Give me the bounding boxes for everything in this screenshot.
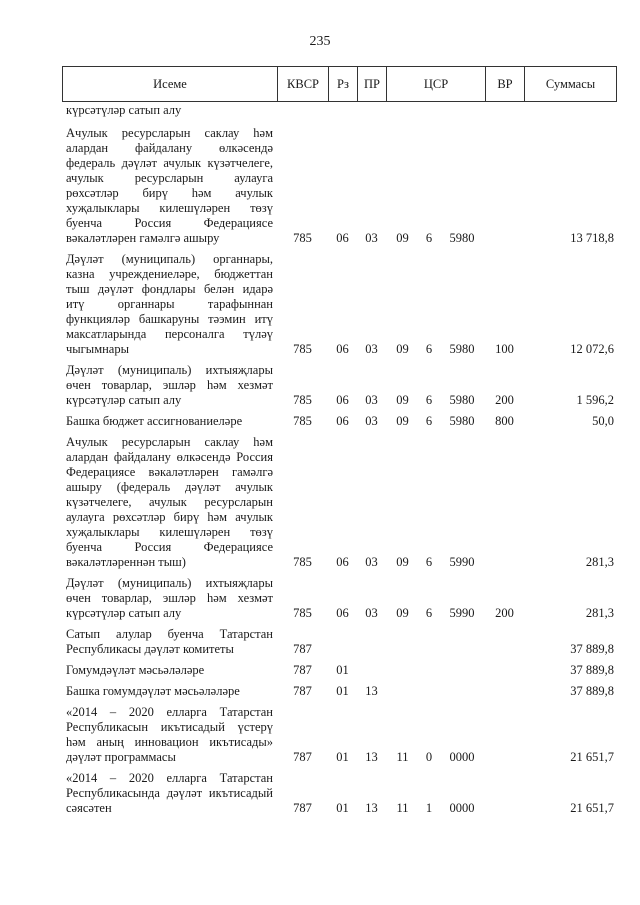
table-header xyxy=(62,66,617,102)
cell-csr-code: 0000 xyxy=(449,801,475,815)
cell-csr-subprogram: 6 xyxy=(425,606,433,620)
cell-kvsr: 787 xyxy=(293,663,312,677)
cell-vr: 200 xyxy=(495,606,514,620)
cell-sum: 37 889,8 xyxy=(570,642,614,656)
cell-csr-code xyxy=(439,661,485,682)
cell-pr xyxy=(357,101,386,124)
header-pr: ПР xyxy=(358,67,387,102)
cell-name: Ачулык ресурсларын саклау һәм алардан файдалану өлкәсендә Россия Федерациясе вәкаләтләрен гамәлгә ашыру (федераль дәүләт ачулык күзәтчелеге, ачулык ресурсларын аулауга рөхсәтләр бирү һәм ачулык хуҗалыклары килешүләрен төзү буенча Россия Федерациясе вәкаләтләреннән тыш) xyxy=(66,435,273,569)
table-row xyxy=(62,433,616,574)
cell-rz: 06 xyxy=(336,414,349,428)
cell-csr-code: 5980 xyxy=(449,393,475,407)
cell-name: күрсәтүләр сатып алу xyxy=(66,103,182,117)
cell-sum: 21 651,7 xyxy=(570,801,614,815)
cell-csr-subprogram: 0 xyxy=(425,750,433,764)
cell-rz: 06 xyxy=(336,342,349,356)
cell-vr xyxy=(485,682,524,703)
cell-csr-program xyxy=(386,101,419,124)
cell-pr: 13 xyxy=(365,801,378,815)
cell-vr: 800 xyxy=(495,414,514,428)
cell-name: «2014 – 2020 елларга Татарстан Республикасында дәүләт икътисадый сәясәтен xyxy=(66,771,273,815)
cell-csr-code: 5990 xyxy=(449,555,475,569)
cell-kvsr: 785 xyxy=(293,414,312,428)
cell-vr xyxy=(485,433,524,574)
cell-csr-subprogram xyxy=(419,682,439,703)
header-name: Исеме xyxy=(63,67,278,102)
cell-kvsr: 785 xyxy=(293,342,312,356)
cell-vr xyxy=(485,101,524,124)
header-rz: Рз xyxy=(329,67,358,102)
cell-csr-code xyxy=(439,101,485,124)
cell-pr: 03 xyxy=(365,342,378,356)
cell-pr: 03 xyxy=(365,414,378,428)
table-row xyxy=(62,574,616,625)
cell-csr-program: 11 xyxy=(396,750,409,764)
cell-name: Ачулык ресурсларын саклау һәм алардан файдалану өлкәсендә федераль дәүләт ачулык күзәтчелеге, ачулык ресурсларын аулауга рөхсәтләр бирү һәм ачулык хуҗалыклары килешүләрен төзү буенча Россия Федерациясе вәкаләтләрен гамәлгә ашыру xyxy=(66,126,273,245)
cell-csr-program: 09 xyxy=(396,555,409,569)
header-sum: Суммасы xyxy=(525,67,617,102)
table-row xyxy=(62,769,616,820)
budget-table xyxy=(62,101,616,820)
cell-vr xyxy=(485,625,524,661)
cell-csr-subprogram xyxy=(419,101,439,124)
cell-kvsr: 785 xyxy=(293,606,312,620)
cell-kvsr: 785 xyxy=(293,555,312,569)
cell-kvsr: 787 xyxy=(293,801,312,815)
cell-pr: 03 xyxy=(365,606,378,620)
cell-name: Башка бюджет ассигнованиеләре xyxy=(66,414,243,428)
cell-sum: 37 889,8 xyxy=(570,684,614,698)
cell-csr-program xyxy=(386,661,419,682)
cell-csr-code: 5990 xyxy=(449,606,475,620)
cell-sum: 50,0 xyxy=(592,414,614,428)
cell-csr-subprogram: 6 xyxy=(425,231,433,245)
cell-csr-code: 5980 xyxy=(449,231,475,245)
header-kvsr: КВСР xyxy=(278,67,329,102)
cell-rz: 01 xyxy=(336,663,349,677)
cell-rz: 06 xyxy=(336,555,349,569)
cell-csr-code: 0000 xyxy=(449,750,475,764)
cell-sum xyxy=(524,101,616,124)
cell-csr-subprogram xyxy=(419,661,439,682)
cell-sum: 281,3 xyxy=(585,606,614,620)
cell-rz: 01 xyxy=(336,684,349,698)
cell-pr: 13 xyxy=(365,750,378,764)
cell-kvsr: 785 xyxy=(293,231,312,245)
cell-csr-code: 5980 xyxy=(449,342,475,356)
cell-rz xyxy=(328,101,357,124)
cell-vr xyxy=(485,661,524,682)
cell-sum: 12 072,6 xyxy=(570,342,614,356)
table-row xyxy=(62,412,616,433)
header-vr: ВР xyxy=(486,67,525,102)
cell-rz: 06 xyxy=(336,606,349,620)
cell-vr xyxy=(485,703,524,769)
cell-vr xyxy=(485,124,524,250)
cell-sum: 13 718,8 xyxy=(570,231,614,245)
table-row xyxy=(62,625,616,661)
cell-vr xyxy=(485,769,524,820)
cell-csr-program: 09 xyxy=(396,342,409,356)
page-number: 235 xyxy=(309,34,331,49)
table-row xyxy=(62,250,616,361)
cell-csr-program: 11 xyxy=(396,801,409,815)
cell-sum: 37 889,8 xyxy=(570,663,614,677)
cell-kvsr: 785 xyxy=(293,393,312,407)
cell-sum: 1 596,2 xyxy=(576,393,614,407)
cell-kvsr: 787 xyxy=(293,750,312,764)
cell-csr-program: 09 xyxy=(396,606,409,620)
cell-csr-program: 09 xyxy=(396,414,409,428)
cell-csr-program: 09 xyxy=(396,231,409,245)
cell-sum: 281,3 xyxy=(585,555,614,569)
cell-csr-program xyxy=(386,682,419,703)
cell-rz xyxy=(328,625,357,661)
header-csr: ЦСР xyxy=(387,67,486,102)
table-row xyxy=(62,661,616,682)
table-row xyxy=(62,703,616,769)
cell-pr: 13 xyxy=(365,684,378,698)
cell-kvsr xyxy=(277,101,328,124)
cell-vr: 200 xyxy=(495,393,514,407)
cell-kvsr: 787 xyxy=(293,684,312,698)
cell-name: Дәүләт (муниципаль) органнары, казна учреждениеләре, бюджеттан тыш дәүләт фондлары белән идарә итү органнары тарафыннан функцияләр башкаруны тәэмин итү максатларында персоналга түләү чыгымнары xyxy=(66,252,273,356)
cell-csr-code xyxy=(439,625,485,661)
cell-name: «2014 – 2020 елларга Татарстан Республикасын икътисадый үстерү һәм аның инновацион икътисады» дәүләт программасы xyxy=(66,705,273,764)
cell-kvsr: 787 xyxy=(293,642,312,656)
cell-name: Башка гомумдәүләт мәсьәләләре xyxy=(66,684,240,698)
cell-csr-subprogram: 6 xyxy=(425,393,433,407)
cell-pr xyxy=(357,625,386,661)
table-row xyxy=(62,682,616,703)
cell-rz: 01 xyxy=(336,801,349,815)
cell-csr-subprogram: 6 xyxy=(425,555,433,569)
cell-name: Дәүләт (муниципаль) ихтыяҗлары өчен товарлар, эшләр һәм хезмәт күрсәтүләр сатып алу xyxy=(66,576,273,620)
cell-rz: 06 xyxy=(336,231,349,245)
cell-pr: 03 xyxy=(365,231,378,245)
cell-pr: 03 xyxy=(365,393,378,407)
cell-sum: 21 651,7 xyxy=(570,750,614,764)
cell-csr-program xyxy=(386,625,419,661)
cell-vr: 100 xyxy=(495,342,514,356)
cell-csr-subprogram: 1 xyxy=(425,801,433,815)
table-row xyxy=(62,101,616,124)
cell-csr-program: 09 xyxy=(396,393,409,407)
cell-csr-subprogram: 6 xyxy=(425,414,433,428)
cell-name: Сатып алулар буенча Татарстан Республикасы дәүләт комитеты xyxy=(66,627,273,656)
cell-pr: 03 xyxy=(365,555,378,569)
table-row xyxy=(62,124,616,250)
cell-csr-code: 5980 xyxy=(449,414,475,428)
table-row xyxy=(62,361,616,412)
cell-name: Дәүләт (муниципаль) ихтыяҗлары өчен товарлар, эшләр һәм хезмәт күрсәтүләр сатып алу xyxy=(66,363,273,407)
cell-rz: 01 xyxy=(336,750,349,764)
cell-pr xyxy=(357,661,386,682)
cell-csr-subprogram xyxy=(419,625,439,661)
cell-rz: 06 xyxy=(336,393,349,407)
cell-csr-subprogram: 6 xyxy=(425,342,433,356)
cell-name: Гомумдәүләт мәсьәләләре xyxy=(66,663,205,677)
cell-csr-code xyxy=(439,682,485,703)
